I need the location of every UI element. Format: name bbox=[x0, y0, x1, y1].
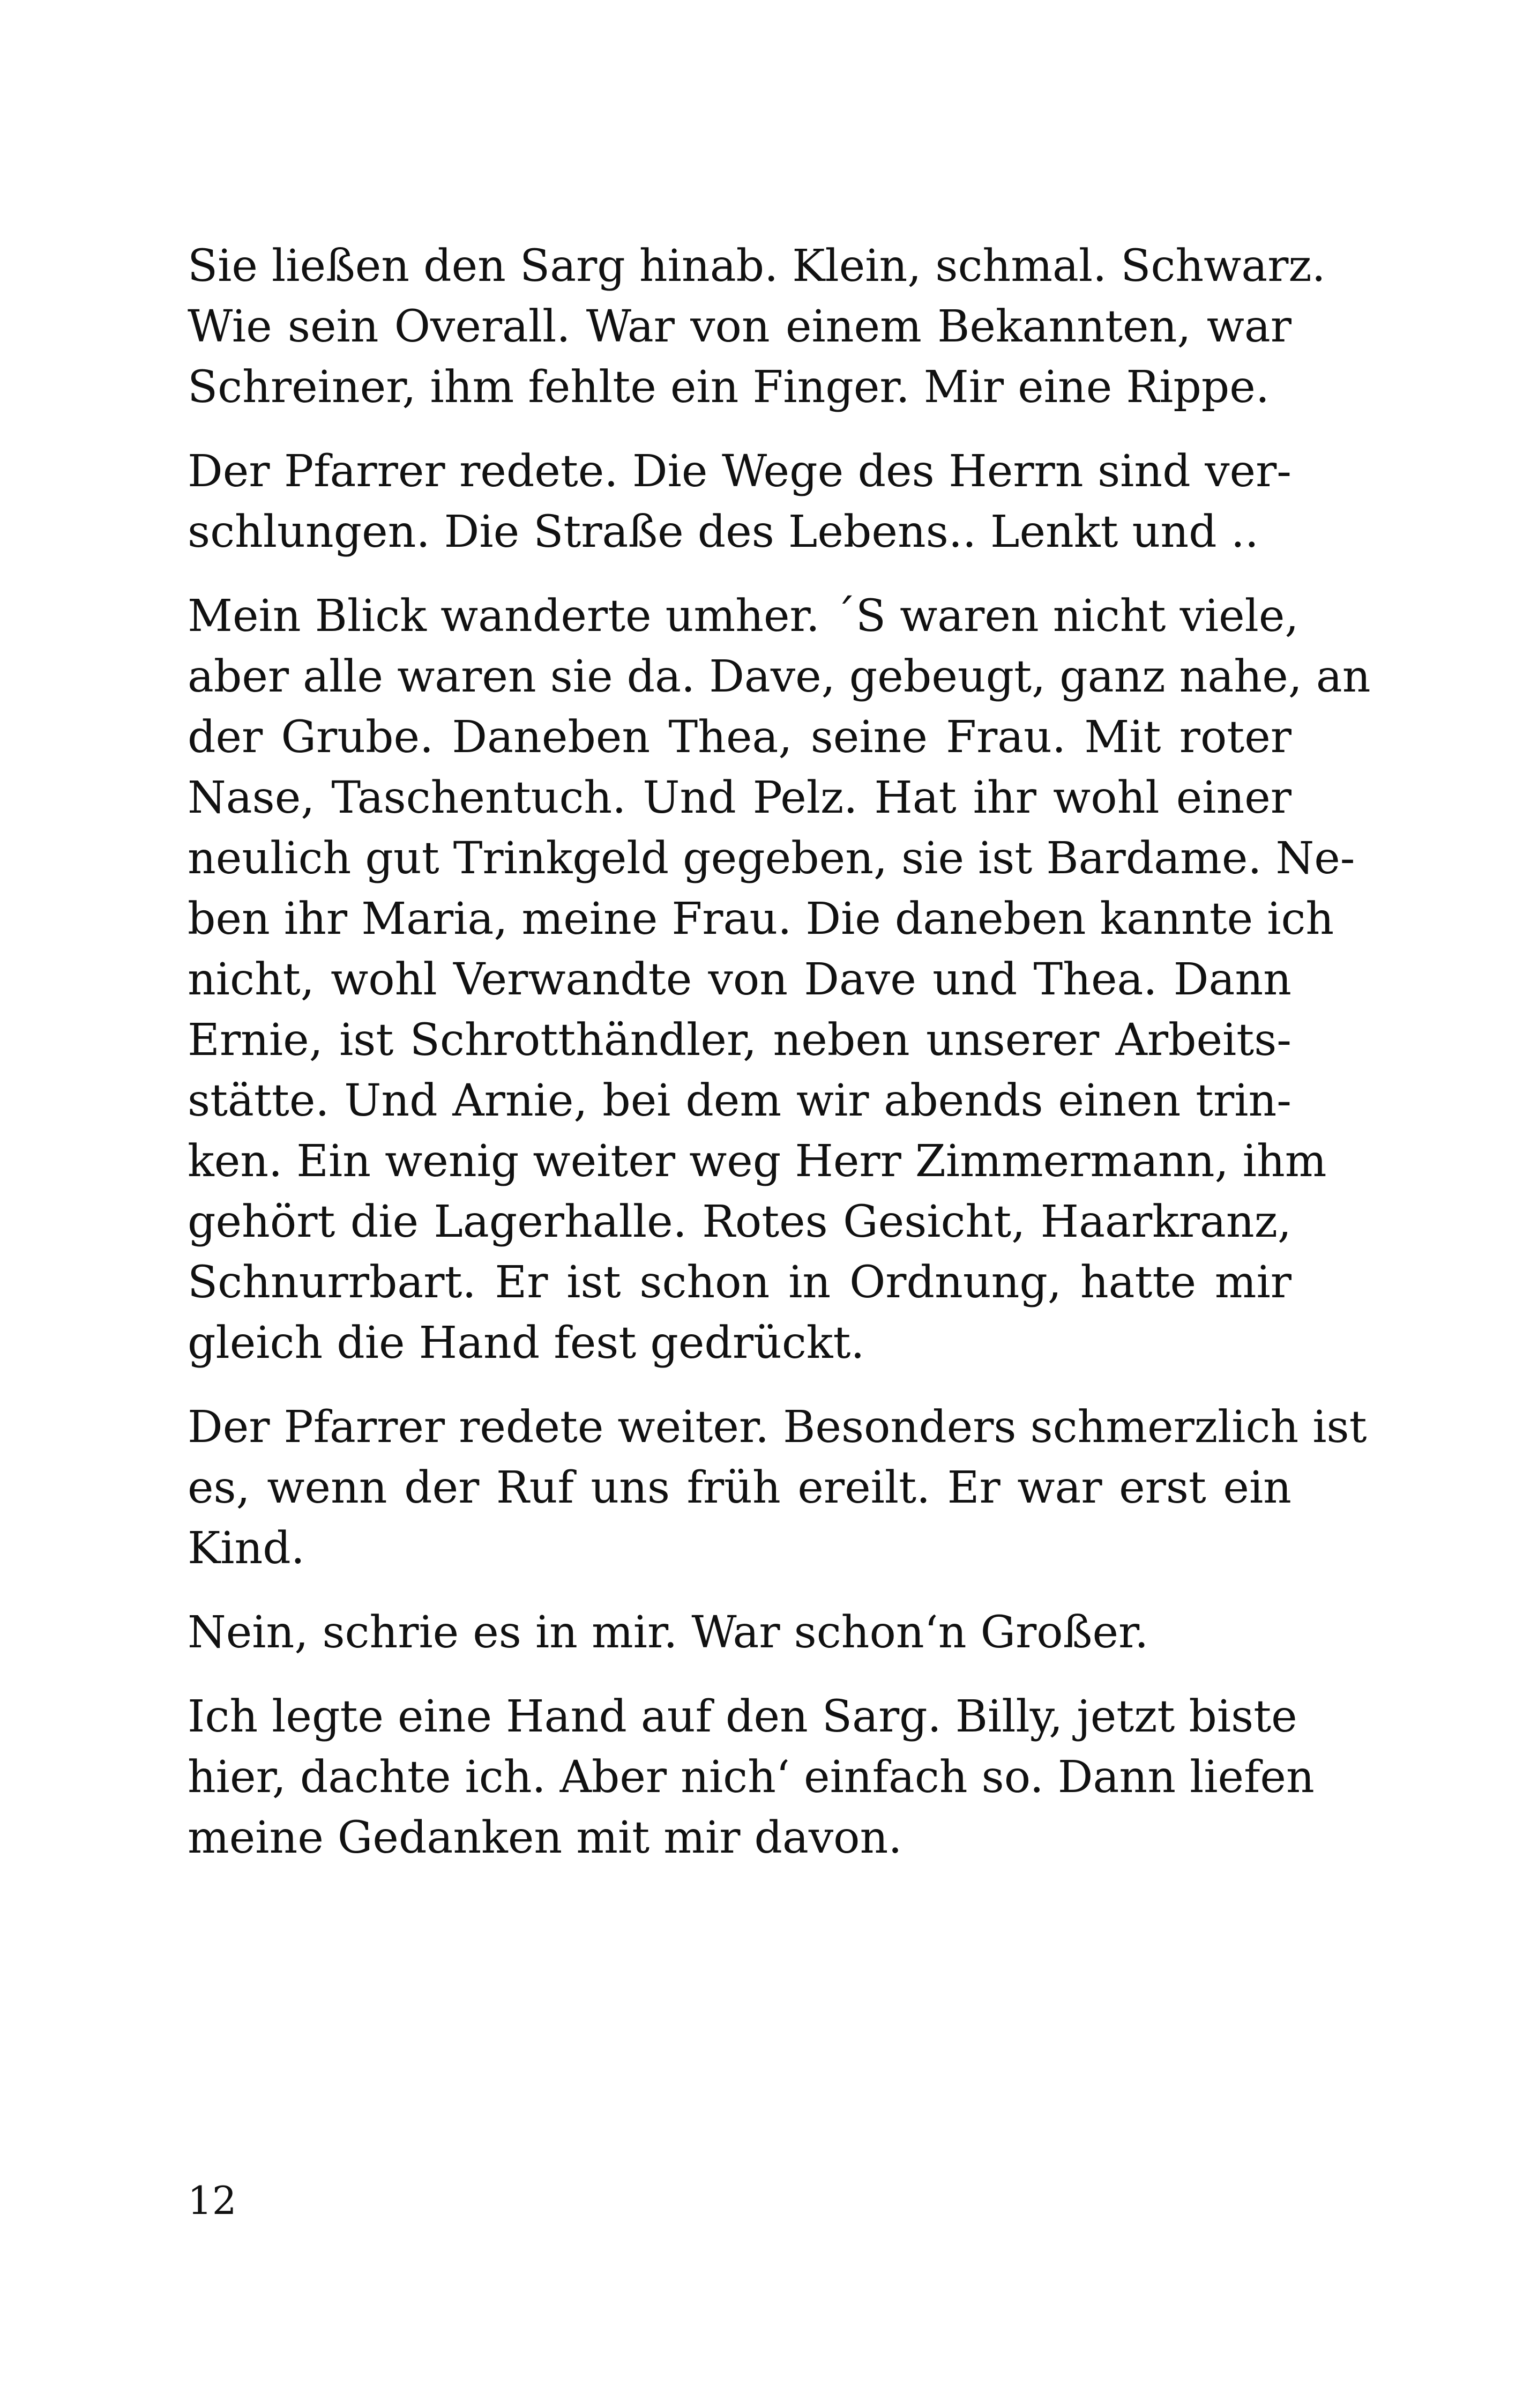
text-line: neulich gut Trinkgeld gegeben, sie ist Bardame. Ne- bbox=[188, 833, 1355, 884]
text-line: Der Pfarrer redete. Die Wege des Herrn sind ver- bbox=[188, 446, 1291, 497]
text-line: es, wenn der Ruf uns früh ereilt. Er war erst ein bbox=[188, 1462, 1291, 1513]
body-text bbox=[188, 236, 1371, 1892]
text-line: gehört die Lagerhalle. Rotes Gesicht, Haarkranz, bbox=[188, 1196, 1291, 1247]
text-line: Schreiner, ihm fehlte ein Finger. Mir eine Rippe. bbox=[188, 362, 1270, 413]
text-line: gleich die Hand fest gedrückt. bbox=[188, 1318, 865, 1369]
paragraph-6 bbox=[188, 1686, 1315, 1868]
paragraph-2 bbox=[188, 441, 1291, 562]
text-line: Schnurrbart. Er ist schon in Ordnung, hatte mir bbox=[188, 1257, 1291, 1308]
text-line: der Grube. Daneben Thea, seine Frau. Mit roter bbox=[188, 712, 1291, 763]
text-line: Mein Blick wanderte umher. ´S waren nicht viele, bbox=[188, 591, 1299, 642]
text-line: Nein, schrie es in mir. War schon‘n Großer. bbox=[188, 1607, 1149, 1658]
text-line: ken. Ein wenig weiter weg Herr Zimmermann, ihm bbox=[188, 1136, 1327, 1187]
text-line: Der Pfarrer redete weiter. Besonders schmerzlich ist bbox=[188, 1402, 1367, 1453]
paragraph-4 bbox=[188, 1397, 1367, 1579]
text-line: Sie ließen den Sarg hinab. Klein, schmal. Schwarz. bbox=[188, 241, 1326, 292]
text-line: nicht, wohl Verwandte von Dave und Thea. Dann bbox=[188, 954, 1291, 1005]
text-line: ben ihr Maria, meine Frau. Die daneben kannte ich bbox=[188, 894, 1334, 945]
text-line: aber alle waren sie da. Dave, gebeugt, ganz nahe, an bbox=[188, 651, 1371, 702]
text-line: Nase, Taschentuch. Und Pelz. Hat ihr wohl einer bbox=[188, 772, 1291, 823]
text-line: stätte. Und Arnie, bei dem wir abends einen trin- bbox=[188, 1075, 1291, 1126]
text-line: meine Gedanken mit mir davon. bbox=[188, 1812, 902, 1863]
page-number: 12 bbox=[188, 2178, 237, 2223]
text-line: Ernie, ist Schrotthändler, neben unserer Arbeits- bbox=[188, 1015, 1291, 1066]
text-line: hier, dachte ich. Aber nich‘ einfach so. Dann liefen bbox=[188, 1752, 1315, 1803]
paragraph-5 bbox=[188, 1602, 1291, 1663]
text-line: Kind. bbox=[188, 1523, 305, 1574]
text-line: schlungen. Die Straße des Lebens.. Lenkt und .. bbox=[188, 507, 1259, 558]
text-line: Wie sein Overall. War von einem Bekannten, war bbox=[188, 301, 1291, 352]
paragraph-1 bbox=[188, 236, 1326, 418]
paragraph-3 bbox=[188, 586, 1371, 1373]
text-line: Ich legte eine Hand auf den Sarg. Billy, jetzt biste bbox=[188, 1691, 1297, 1742]
